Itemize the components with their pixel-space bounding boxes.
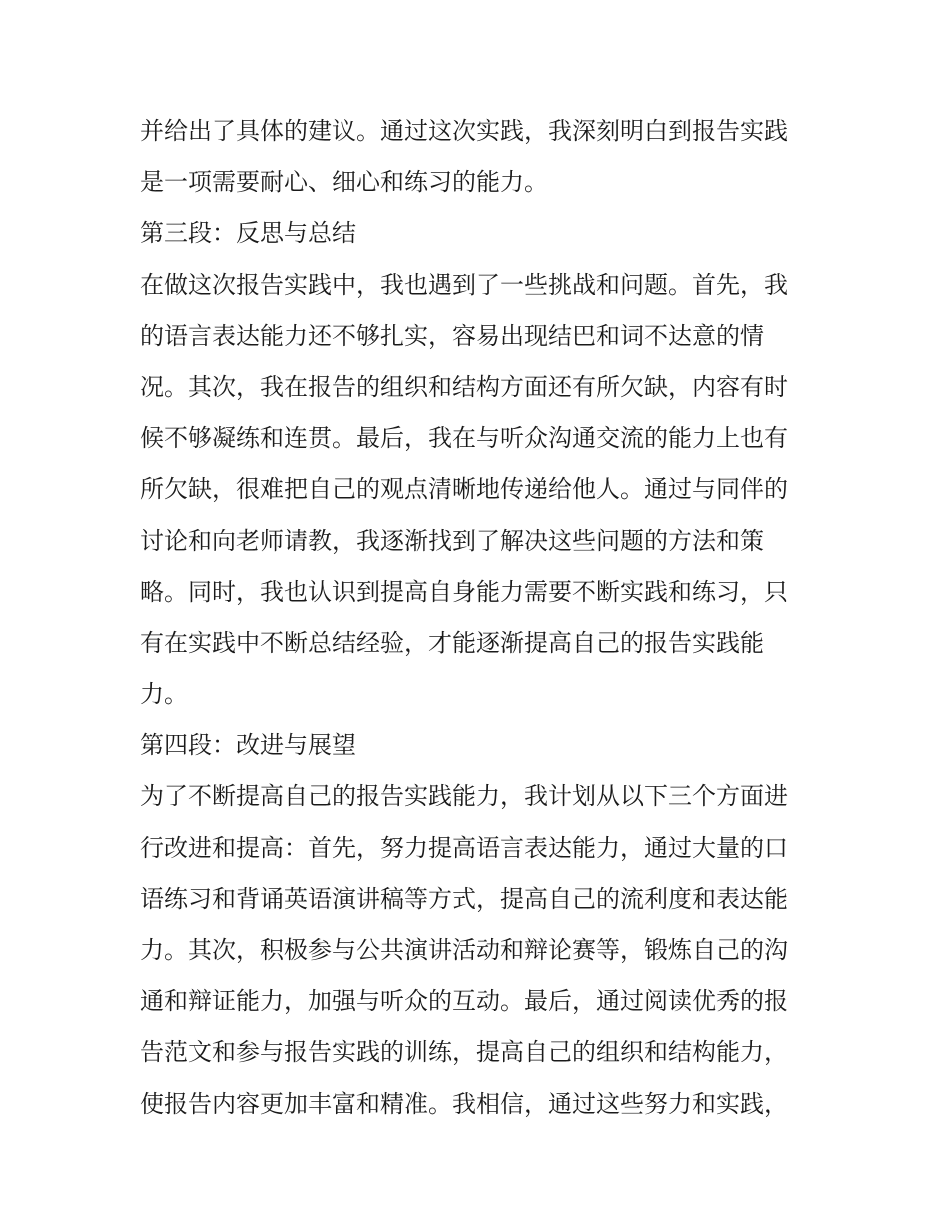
paragraph-line: 行改进和提高：首先，努力提高语言表达能力，通过大量的口 [140,833,788,862]
paragraph-line: 候不够凝练和连贯。最后，我在与听众沟通交流的能力上也有 [140,424,788,453]
paragraph-line: 是一项需要耐心、细心和练习的能力。 [140,168,548,197]
paragraph-line: 告范文和参与报告实践的训练，提高自己的组织和结构能力， [140,1038,788,1067]
paragraph-line: 的语言表达能力还不够扎实，容易出现结巴和词不达意的情 [140,321,764,350]
paragraph-line: 力。 [140,680,188,709]
section-heading: 第四段：改进与展望 [140,731,356,760]
paragraph-line: 在做这次报告实践中，我也遇到了一些挑战和问题。首先，我 [140,270,788,299]
paragraph-line: 为了不断提高自己的报告实践能力，我计划从以下三个方面进 [140,782,788,811]
paragraph-line: 语练习和背诵英语演讲稿等方式，提高自己的流利度和表达能 [140,884,788,913]
paragraph-line: 所欠缺，很难把自己的观点清晰地传递给他人。通过与同伴的 [140,475,788,504]
paragraph-line: 略。同时，我也认识到提高自身能力需要不断实践和练习，只 [140,577,788,606]
paragraph-line: 并给出了具体的建议。通过这次实践，我深刻明白到报告实践 [140,117,788,145]
paragraph-line: 讨论和向老师请教，我逐渐找到了解决这些问题的方法和策 [140,526,764,555]
paragraph-line: 通和辩证能力，加强与听众的互动。最后，通过阅读优秀的报 [140,987,788,1016]
section-heading: 第三段：反思与总结 [140,219,356,248]
paragraph-line: 况。其次，我在报告的组织和结构方面还有所欠缺，内容有时 [140,372,788,401]
paragraph-line: 有在实践中不断总结经验，才能逐渐提高自己的报告实践能 [140,628,764,657]
paragraph-line: 使报告内容更加丰富和精准。我相信，通过这些努力和实践， [140,1089,788,1118]
paragraph-line: 力。其次，积极参与公共演讲活动和辩论赛等，锻炼自己的沟 [140,936,788,964]
document-body [140,106,820,1130]
